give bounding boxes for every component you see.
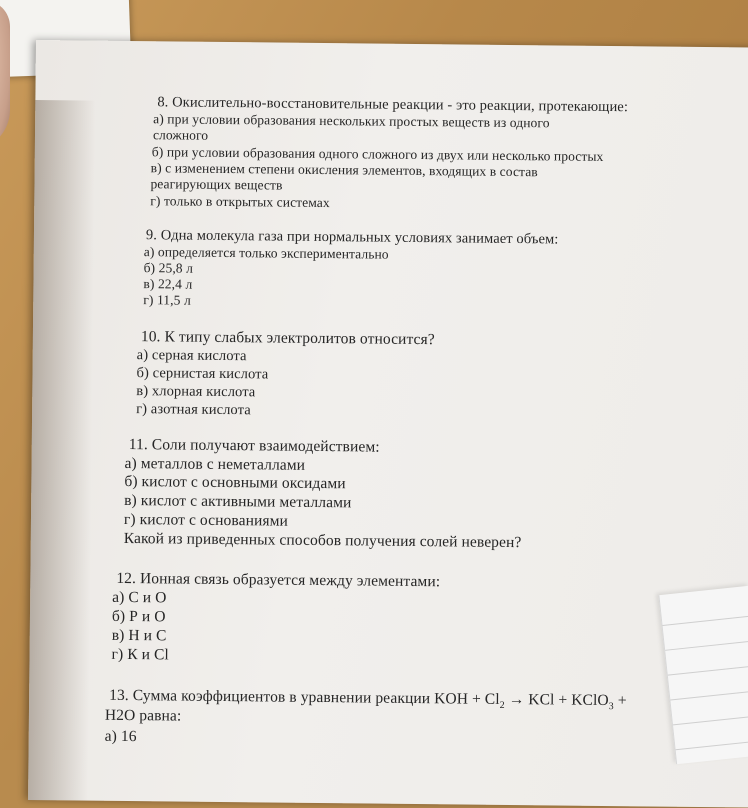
q11-option-a: а) металлов с неметаллами: [124, 454, 306, 474]
q10-option-d: г) азотная кислота: [136, 401, 251, 419]
q9-option-c: в) 22,4 л: [143, 276, 193, 292]
q11-option-b: б) кислот с основными оксидами: [124, 472, 346, 493]
q13-title: [109, 686, 627, 717]
q8-option-d: г) только в открытых системах: [150, 193, 330, 211]
q12-option-a: а) С и О: [112, 588, 167, 607]
q8-option-a: а) при условии образования нескольких простых веществ из одного: [153, 111, 550, 131]
q8-option-b: б) при условии образования одного сложного из двух или несколько простых: [151, 144, 604, 164]
q13-title-start: 13. Сумма коэффициентов в уравнении реакции KOH + Cl: [109, 686, 500, 708]
q12-option-c: в) Н и С: [111, 626, 167, 645]
q12-option-b: б) Р и О: [111, 607, 166, 626]
q13-sub-3: 3: [608, 701, 614, 713]
q12-option-d: г) К и Cl: [111, 645, 169, 664]
q11-question: Какой из приведенных способов получения солей неверен?: [123, 529, 522, 552]
q13-title-cont: H2O равна:: [104, 706, 182, 725]
q9-option-a: а) определяется только экспериментально: [143, 244, 389, 262]
q13-sub-2: 2: [499, 699, 505, 712]
q13-arrow-part: → KCl + KClO: [504, 690, 609, 710]
q13-option-a: а) 16: [104, 727, 137, 746]
q8-option-c: в) с изменением степени окисления элементов, входящих в состав: [150, 160, 538, 180]
q10-option-a: а) серная кислота: [136, 347, 247, 365]
q13-plus: +: [613, 692, 627, 710]
q8-option-c-cont: реагирующих веществ: [150, 176, 283, 193]
q11-option-c: в) кислот с активными металлами: [124, 491, 352, 512]
q9-option-d: г) 11,5 л: [143, 292, 191, 308]
q8-title: 8. Окислительно-восстановительные реакции - это реакции, протекающие:: [157, 94, 629, 116]
q9-option-b: б) 25,8 л: [143, 260, 194, 276]
q8-option-a-cont: сложного: [152, 127, 209, 143]
q9-title: 9. Одна молекула газа при нормальных условиях занимает объем:: [145, 227, 559, 248]
q10-option-b: б) сернистая кислота: [136, 365, 269, 383]
test-sheet: [28, 40, 748, 808]
q12-title: 12. Ионная связь образуется между элементами:: [116, 569, 441, 591]
q11-option-d: г) кислот с основаниями: [123, 510, 289, 530]
q11-title: 11. Соли получают взаимодействием:: [128, 435, 380, 456]
paper-shadow: [28, 100, 95, 801]
q10-title: 10. К типу слабых электролитов относится?: [140, 328, 435, 349]
q10-option-c: в) хлорная кислота: [136, 383, 256, 401]
